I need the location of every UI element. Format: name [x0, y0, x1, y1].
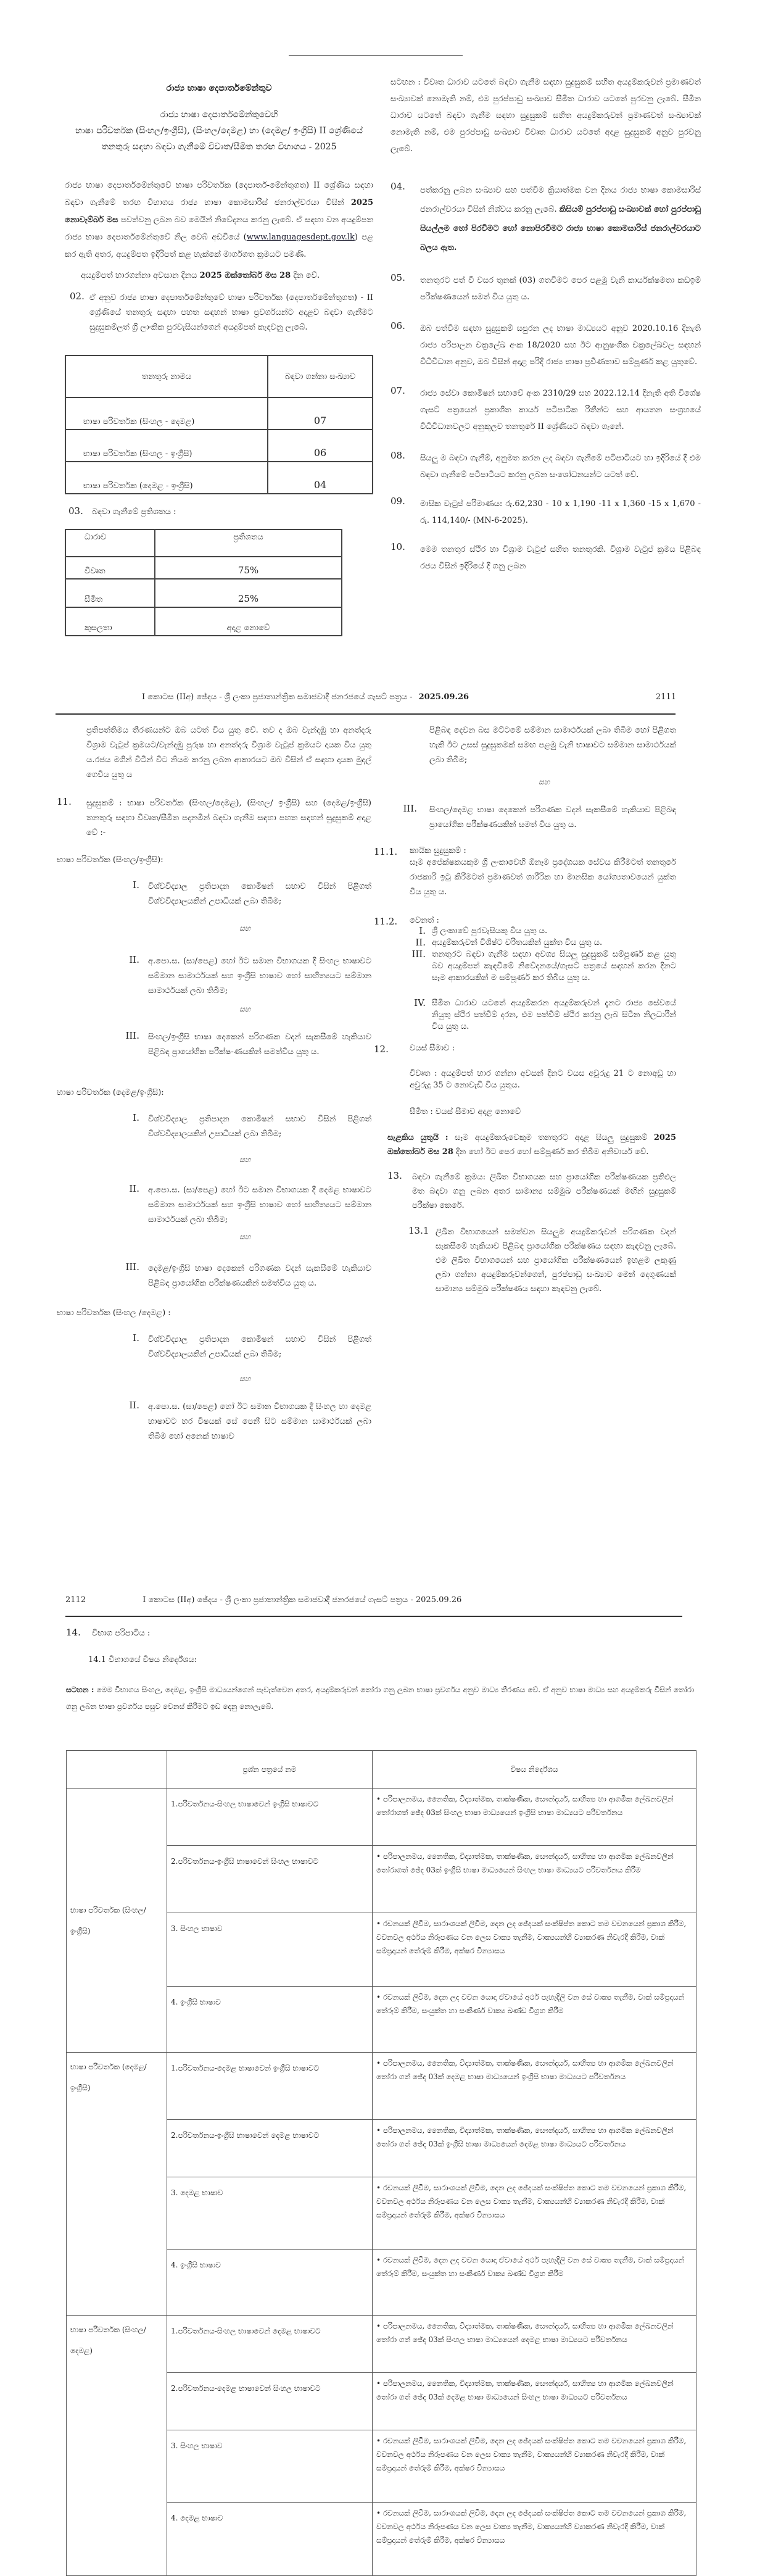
header-rule	[65, 1616, 682, 1617]
section-11-text: සුදුසුකම් : භාෂා පරිවර්තක (සිංහල/දෙමළ), (සිංහල/ ඉංග්‍රීසි) සහ (දෙමළ/ඉංග්‍රීසි) තනතුරු සඳහා විවෘත/සීමිත පදනමින් බඳවා ගැනීම සඳහා පහත සඳහන් සුදුසුකම් අදාළ වේ :-	[86, 799, 371, 837]
syllabus-text: • පරිපාලනමය, නෛතික, විද්‍යාත්මක, තාක්ෂණික, සෞන්දර්ය, සාහිත්‍ය හා ආගමික ලේඛනවලින් තෝරා ගත් ඡේද 03ක් ඉංග්‍රීසි භාෂා මාධ්‍යයෙන් දෙමළ භාෂා මාධ්‍යයට පරිවර්තනය	[373, 2120, 696, 2177]
section-number: 12.	[374, 1044, 389, 1055]
section-11-2	[374, 916, 676, 1032]
table-header-row	[65, 530, 342, 557]
notice-text-2: දින හෝ ඊට පෙර හෝ සම්පූර්ණ කර තිබීම අනිවාර්ය වේ.	[456, 1147, 649, 1157]
page-number: 2111	[655, 692, 676, 702]
item-number: III.	[125, 1030, 139, 1041]
page-header-2111	[142, 692, 676, 702]
section-02	[65, 291, 373, 335]
item-number: III.	[411, 949, 426, 960]
section-13-1	[408, 1225, 676, 1296]
post-name: භාෂා පරිවර්තක (දෙමළ - ඉංග්‍රීසි)	[65, 462, 268, 494]
section-number: 06.	[390, 320, 405, 331]
item-number: IV.	[414, 997, 426, 1008]
syllabus-text: • පරිපාලනමය, නෛතික, විද්‍යාත්මක, තාක්ෂණික, සෞන්දර්ය, සාහිත්‍ය හා ආගමික ලේඛනවලින් තෝරාගත් ඡේද 03ක් සිංහල භාෂා මාධ්‍යයෙන් ඉංග්‍රීසි භාෂා මාධ්‍යයට පරිවර්තනය	[373, 1789, 696, 1846]
syllabus-table	[66, 1750, 696, 2576]
qualification-group	[57, 1308, 371, 1444]
post-count: 04	[268, 462, 373, 494]
item-number: I.	[133, 1112, 139, 1123]
stream-name: විවෘත	[65, 557, 155, 579]
page2-right-column	[374, 723, 676, 1296]
table-row	[65, 557, 342, 579]
item-text: දෙමළ/ඉංග්‍රීසි භාෂා දෙකෙන් පරිගණක වදන් සැකසීමේ හැකියාව පිළිබඳ ප්‍රායෝගික පරීක්ෂණයකින් සමත්විය යුතු ය.	[148, 1264, 371, 1288]
title-line-1: රාජ්‍ය භාෂා දෙපාර්තමේන්තුවෙහි	[160, 110, 278, 120]
table-header-row	[67, 1751, 696, 1789]
section-number: 08.	[390, 450, 405, 461]
syllabus-body	[67, 1789, 696, 2576]
paper-name: 1.පරිවර්තනය-සිංහල භාෂාවෙන් දෙමළ භාෂාවට	[167, 2316, 373, 2373]
section-title: විභාග පරිපාටිය :	[92, 1629, 151, 1638]
paper-name: 4. දෙමළ භාෂාව	[167, 2503, 373, 2576]
category-cell: භාෂා පරිවර්තක (සිංහල/ ඉංග්‍රීසි)	[67, 1789, 167, 2053]
qualification-item	[118, 1332, 371, 1362]
section-07	[390, 385, 701, 435]
paper-name: 4. ඉංග්‍රීසි භාෂාව	[167, 2250, 373, 2316]
page-number: 2112	[65, 1595, 86, 1605]
syllabus-text: • රචනයක් ලිවීම, දෙන ලද වචන යොදා ඒවායේ අර්ථ පැහැදිලි වන සේ වාක්‍ය තැනීම, වාක් සම්ප්‍රදායන් තේරුම් කිරීම, සංයුක්ත හා සංකීර්ණ වාක්‍ය ඛණ්ඩ විග්‍රහ කිරීම	[373, 2250, 696, 2316]
qualification-item	[396, 803, 676, 833]
and-connector: සහ	[239, 1374, 251, 1383]
page-header-2112	[65, 1595, 682, 1605]
item-number: II.	[129, 954, 139, 965]
paper-name: 4. ඉංග්‍රීසි භාෂාව	[167, 1987, 373, 2053]
section-14-heading	[66, 1627, 701, 1638]
post-count: 07	[268, 397, 373, 430]
table-header: බඳවා ගන්නා සංඛ්‍යාව	[268, 355, 373, 397]
group-title: භාෂා පරිවර්තක (සිංහල/ඉංග්‍රීසි):	[57, 855, 163, 865]
percentage-table	[65, 529, 342, 636]
other-item	[405, 925, 676, 937]
item-number: II.	[129, 1183, 139, 1194]
syllabus-text: • රචනයක් ලිවීම, දෙන ලද වචන යොදා ඒවායේ අර්ථ පැහැදිලි වන සේ වාක්‍ය තැනීම, වාක් සම්ප්‍රදායන් තේරුම් කිරීම, සංයුක්ත හා සංකීර්ණ වාක්‍ය ඛණ්ඩ විග්‍රහ කිරීම	[373, 1987, 696, 2053]
age-limit-open: විවෘත : අයදුම්පත් භාර ගන්නා අවසන් දිනට වයස අවුරුදු 21 ට නොඅඩු හා අවුරුදු 35 ට නොවැඩි විය යුතුය.	[410, 1069, 676, 1090]
qualification-group	[57, 855, 371, 1060]
table-header	[67, 1751, 167, 1789]
page1-left-column	[65, 83, 373, 636]
note-label: සටහන :	[66, 1685, 94, 1694]
section-05	[390, 272, 701, 305]
section-08-text: සියලු ම බඳවා ගැනීම්, අනුමත කරන ලද බඳවා ගැනීමේ පටිපාටියට හා ඉදිරියේ දී එම බඳවා ගැනීමේ පටිපාටියට කරනු ලබන සංශෝධනයන්ට යටත් වේ.	[420, 454, 701, 480]
section-04-plain: පත්කරනු ලබන සංඛ්‍යාව සහ පත්වීම ක්‍රියාත්මක වන දිනය රාජ්‍ය භාෂා කොමසාරිස් ජනරාල්වරයා විසින් නිශ්චය කරනු ලැබේ.	[420, 186, 701, 214]
table-row	[65, 430, 373, 462]
section-number: 09.	[390, 496, 405, 507]
syllabus-note	[66, 1682, 694, 1715]
qualification-item	[118, 954, 371, 999]
syllabus-text: • පරිපාලනමය, නෛතික, විද්‍යාත්මක, තාක්ෂණික, සෞන්දර්ය, සාහිත්‍ය හා ආගමික ලේඛනවලින් තෝරා ගත් ඡේද 03ක් දෙමළ භාෂා මාධ්‍යයෙන් සිංහල භාෂා මාධ්‍යයට පරිවර්තනය	[373, 2373, 696, 2430]
section-11-1	[374, 846, 676, 900]
table-row	[67, 1789, 696, 1846]
item-text: සීමිත ධාරාව යටතේ අයදුම්කරන අයදුම්කරුවන් දැනට රාජ්‍ය සේවයේ නියුතු ස්ථිර පත්වීම් දරන, එම පත්වීම් ස්ථිර කරනු ලැබ සිටින නිලධාරීන් විය යුතු ය.	[432, 999, 676, 1031]
section-08	[390, 450, 701, 483]
note-text: මෙම විභාගය සිංහල, දෙමළ, ඉංග්‍රීසි මාධ්‍යයන්ගෙන් පැවැත්වෙන අතර, අයදුම්කරුවන් තෝරා ගනු ලබන භාෂා ප්‍රවර්ගය අනුව මාධ්‍ය තීරණය වේ. ඒ අනුව භාෂා මාධ්‍ය සහ අයදුම්කරු විසින් තෝරා ගනු ලබන භාෂා ප්‍රවර්ගය පසුව වෙනස් කිරීමට ඉඩ දෙනු නොලැබේ.	[66, 1685, 694, 1711]
section-number: 04.	[390, 181, 405, 192]
section-12	[374, 1044, 676, 1121]
post-count: 06	[268, 430, 373, 462]
qualification-item	[118, 879, 371, 909]
table-header: විෂය නිර්දේශය	[373, 1751, 696, 1789]
notice-text-1: සෑම අයදුම්කරුවෙකුම තනතුරට අදාළ සියලු සුදුසුකම්	[455, 1133, 648, 1142]
intro-exam-month: 2025 නොවැම්බර් මස	[65, 198, 374, 225]
intro-text-2: පවත්වනු ලබන බව මෙයින් නිවේදනය කරනු ලැබේ. ඒ සඳහා වන අයදුම්පත රාජ්‍ය භාෂා දෙපාර්තමේන්තුවේ නිල වෙබ් අඩවියේ (	[65, 215, 374, 242]
header-rule	[56, 713, 676, 715]
section-05-text: තනතුරට පත් වී වසර තුනක් (03) ගතවීමට පෙර පළමු වැනි කාර්යක්ෂමතා කඩඉම් පරීක්ෂණයෙන් සමත් විය යුතු ය.	[420, 276, 701, 302]
section-13-text: බඳවා ගැනීමේ ක්‍රමය: ලිඛිත විභාගයක සහ ප්‍රායෝගික පරීක්ෂණයක ප්‍රතිඵල මත බඳවා ගනු ලබන අතර සාමාන්‍ය සම්මුඛ පරීක්ෂණයක් මඟින් සුදුසුකම් පරීක්ෂා කෙරේ.	[412, 1173, 676, 1210]
notice-date: 2025 ඔක්තෝබර් මස 28	[387, 1133, 676, 1157]
section-11-1-text: සෑම අපේක්ෂකයකුම ශ්‍රී ලංකාවෙහි ඕනෑම ප්‍රදේශයක සේවය කිරීමටත් තනතුරේ රාජකාරි ඉටු කිරීමටත් ප්‍රමාණවත් ශාරීරික හා මානසික යෝග්‍යතාවයෙන් යුක්ත විය යුතු ය.	[410, 858, 676, 897]
section-10-text: මෙම තනතුර ස්ථිර හා විශ්‍රාම වැටුප් සහිත තනතුරකි. විශ්‍රාම වැටුප් ක්‍රමය පිළිබඳ රජය විසින් ඉදිරියේ දී ගනු ලබන	[420, 545, 701, 571]
table-row	[67, 2053, 696, 2120]
website-link[interactable]: www.languagesdept.gov.lk	[246, 233, 355, 242]
section-title: වෙනත් :	[410, 916, 439, 925]
item-number: III.	[125, 1261, 139, 1273]
syllabus-text: • පරිපාලනමය, නෛතික, විද්‍යාත්මක, තාක්ෂණික, සෞන්දර්ය, සාහිත්‍ය හා ආගමික ලේඛනවලින් තෝරාගත් ඡේද 03ක් ඉංග්‍රීසි භාෂා මාධ්‍යයෙන් සිංහල භාෂා මාධ්‍යයට පරිවර්තනය කිරීම	[373, 1846, 696, 1913]
closing-date-paragraph	[65, 267, 373, 285]
other-item	[405, 937, 676, 949]
table-row	[67, 2316, 696, 2373]
category-cell: භාෂා පරිවර්තක (දෙමළ/ ඉංග්‍රීසි)	[67, 2053, 167, 2316]
other-item	[405, 997, 676, 1032]
paper-name: 3. දෙමළ භාෂාව	[167, 2177, 373, 2250]
qualification-continued: පිළිබඳ දෙවන බස මට්ටමේ සම්මාන සාමාර්ථයක් ලබා තිබීම හෝ පිළිගත හැකි ඊට උසස් සුදුසුකමක් සමඟ පළමු වැනි භාෂාවට සම්මාන සාමාර්ථයක් ලබා තිබීම;	[429, 726, 676, 765]
item-number: III.	[403, 803, 417, 814]
table-header: ධාරාව	[65, 530, 155, 557]
stream-name: කුසලතා	[65, 607, 155, 636]
section-number: 13.	[387, 1170, 402, 1181]
and-connector: සහ	[239, 1232, 251, 1241]
table-row	[65, 607, 342, 636]
intro-paragraph	[65, 177, 373, 264]
section-number: 05.	[390, 272, 405, 283]
table-row	[65, 462, 373, 494]
item-text: අ.පො.ස. (සා/පෙළ) හෝ ඊට සමාන විභාගයක දී සිංහල හා දෙමළ භාෂාවට හර විෂයක් සේ පෙනී සිට සම්මාන සාමාර්ථයක් ලබා තිබීම හෝ අනෙක් භාෂාව	[148, 1402, 371, 1441]
section-03	[65, 505, 373, 517]
section-07-text: රාජ්‍ය සේවා කොමිෂන් සභාවේ අංක 2310/29 සහ 2022.12.14 දිනැති අති විශේෂ ගැසට් පත්‍රයෙන් ප්‍රකාශිත කාර්ය පටිපාටික රීතීන්ට සහ ආයතන සංග්‍රහයේ විධිවිධානවලට අනුකූලව තනතුරේ II ශ්‍රේණියට බඳවා ගැනේ.	[420, 389, 701, 431]
table-row	[65, 397, 373, 430]
paper-name: 2.පරිවර්තනය-ඉංග්‍රීසි භාෂාවෙන් දෙමළ භාෂාවට	[167, 2120, 373, 2177]
gazette-header-text: I කොටස (IIඅ) ඡේදය - ශ්‍රී ලංකා ප්‍රජාතාන්ත්‍රික සමාජවාදී ජනරජයේ ගැසට් පත්‍රය -	[142, 692, 413, 702]
section-number: 11.	[57, 796, 72, 807]
item-text: විශ්වවිද්‍යාල ප්‍රතිපාදන කොමිෂන් සභාව විසින් පිළිගත් විශ්වවිද්‍යාලයකින් උපාධියක් ලබා තිබීම;	[148, 882, 371, 906]
syllabus-text: • රචනයක් ලිවීම, සාරාංශයක් ලිවීම, දෙන ලද ඡේදයක් සංක්ෂිප්ත කොට තම වචනයෙන් ප්‍රකාශ කිරීම, වචනවල අර්ථය නිරූපණය වන ලෙස වාක්‍ය තැනීම, වාක්‍යයන්හි ව්‍යාකරණ නිවැරදි කිරීම, වාක් සම්ප්‍රදායන් තේරුම් කිරීම, අක්ෂර වින්‍යාසය	[373, 2177, 696, 2250]
paper-name: 3. සිංහල භාෂාව	[167, 2430, 373, 2503]
section-04	[390, 181, 701, 257]
item-text: තනතුරට බඳවා ගැනීම සඳහා අවශ්‍ය සියලු සුදුසුකම් සම්පූර්ණ කළ යුතු බව අයදුම්පත් කැඳවීමේ නිවේදනයේ/ගැසට් පත්‍රයේ සඳහන් කරන දිනට සෑම ආකාරයකින් ම සම්පූර්ණ කර තිබිය යුතු ය.	[432, 950, 676, 983]
section-13-1-text: ලිඛිත විභාගයෙන් සමත්වන සියලුම අයදුම්කරුවන් පරිගණක වදන් සැකසීමේ හැකියාව පිළිබඳ ප්‍රායෝගික පරීක්ෂණය සඳහා කැඳවනු ලැබේ. එම ලිඛිත විභාගයෙන් සහ ප්‍රායෝගික පරීක්ෂණයෙන් ඉහළම ලකුණු ලබා ගන්නා අයදුම්කරුවන්ගෙන්, පුරප්පාඩු සංඛ්‍යාව මෙන් දෙගුණයක් සාමාන්‍ය සම්මුඛ පරීක්ෂණය සඳහා කැඳවනු ලැබේ.	[436, 1228, 676, 1294]
section-number: 07.	[390, 385, 405, 396]
stream-percentage: 75%	[155, 557, 342, 579]
and-connector: සහ	[239, 1155, 251, 1164]
section-10	[390, 541, 701, 575]
category-cell: භාෂා පරිවර්තක (සිංහල/දෙමළ)	[67, 2316, 167, 2576]
post-name: භාෂා පරිවර්තක (සිංහල - ඉංග්‍රීසි)	[65, 430, 268, 462]
syllabus-text: • රචනයක් ලිවීම, සාරාංශයක් ලිවීම, දෙන ලද ඡේදයක් සංක්ෂිප්ත කොට තම වචනයෙන් ප්‍රකාශ කිරීම, වචනවල අර්ථය නිරූපණය වන ලෙස වාක්‍ය තැනීම, වාක්‍යයන්හි ව්‍යාකරණ නිවැරදි කිරීම, වාක් සම්ප්‍රදායන් තේරුම් කිරීම, අක්ෂර වින්‍යාසය	[373, 2503, 696, 2576]
section-number: 13.1	[408, 1225, 429, 1236]
and-connector: සහ	[538, 778, 550, 786]
group-title: භාෂා පරිවර්තක (සිංහල /දෙමළ) :	[57, 1308, 171, 1318]
paper-name: 2.පරිවර්තනය-ඉංග්‍රීසි භාෂාවෙන් සිංහල භාෂාවට	[167, 1846, 373, 1913]
paper-name: 1.පරිවර්තනය-දෙමළ භාෂාවෙන් ඉංග්‍රීසි භාෂාවට	[167, 2053, 373, 2120]
item-number: I.	[133, 1332, 139, 1344]
qualification-item	[118, 1183, 371, 1228]
syllabus-text: • රචනයක් ලිවීම, සාරාංශයක් ලිවීම, දෙන ලද ඡේදයක් සංක්ෂිප්ත කොට තම වචනයෙන් ප්‍රකාශ කිරීම, වචනවල අර්ථය නිරූපණය වන ලෙස වාක්‍ය තැනීම, වාක්‍යයන්හි ව්‍යාකරණ නිවැරදි කිරීම, වාක් සම්ප්‍රදායන් තේරුම් කිරීම, අක්ෂර වින්‍යාසය	[373, 2430, 696, 2503]
section-04-bold: කිසියම් පුරප්පාඩු සංඛ්‍යාවක් හෝ පුරප්පාඩු සියල්ලම හෝ පිරවීමට හෝ නොපිරවීමට රාජ්‍ය භාෂා කොමසාරිස් ජනරාල්වරයාට බලය ඇත.	[420, 205, 701, 252]
item-text: අයදුම්කරුවන් විශිෂ්ට චරිතයකින් යුක්ත විය යුතු ය.	[432, 938, 603, 947]
closing-date: 2025 ඔක්තෝබර් මස 28	[199, 271, 291, 280]
section-number: 11.1.	[374, 846, 398, 857]
age-limit-limited: සීමිත : වයස් සීමාව අදාළ නොවේ	[410, 1107, 521, 1116]
stream-name: සීමිත	[65, 579, 155, 607]
table-header-row	[65, 355, 373, 397]
page1-right-column	[390, 74, 701, 575]
section-13	[387, 1170, 676, 1213]
qualification-item	[118, 1030, 371, 1060]
closing-text-2: දින වේ.	[293, 271, 320, 280]
section-number: 11.2.	[374, 916, 398, 927]
table-header: තනතුරු නාමය	[65, 355, 268, 397]
notice-title: භාෂා පරිවර්තක (සිංහල/ඉංග්‍රීසි), (සිංහල/දෙමළ) හා (දෙමළ/ ඉංග්‍රීසි) II ශ්‍රේණියේ තනතුරු සඳහා බඳවා ගැනීමේ විවෘත/සීමිත තරඟ විභාගය - 2025	[75, 126, 363, 152]
item-text: සිංහල/ඉංග්‍රීසි භාෂා දෙකෙන් පරිගණක වදන් සැකසීමේ හැකියාව පිළිබඳ ප්‍රායෝගික පරීක්ෂ-ණයකින් සමත්විය යුතු ය.	[148, 1032, 371, 1057]
subsection-14-1: 14.1 විභාගයේ විෂය නිර්දේශය:	[88, 1655, 197, 1664]
note-paragraph: සටහන : විවෘත ධාරාව යටතේ බඳවා ගැනීම සඳහා සුදුසුකම් සහිත අයදුම්කරුවන් ප්‍රමාණවත් සංඛ්‍යාවක් නොමැති නම්, එම පුරප්පාඩු සංඛ්‍යාව සීමිත ධාරාව යටතේ පුරවනු ලැබේ. සීමිත ධාරාව යටතේ බඳවා ගැනීම සඳහා සුදුසුකම් සහිත අයදුම්කරුවන් ප්‍රමාණවත් සංඛ්‍යාවක් නොමැති නම්, එම පුරප්පාඩු සංඛ්‍යාව විවෘත ධාරාව යටතේ අදාළ සුදුසුකම් අනුව පුරවනු ලැබේ.	[390, 78, 701, 154]
department-heading: රාජ්‍ය භාෂා දෙපාර්තමේන්තුව	[166, 83, 272, 93]
post-name: භාෂා පරිවර්තක (සිංහල - දෙමළ)	[65, 397, 268, 430]
section-09-text: මාසික වැටුප් පරිමාණය: රු.62,230 - 10 x 1,190 -11 x 1,360 -15 x 1,670 - රු. 114,140/- (MN-6-2025).	[420, 499, 701, 525]
item-number: I.	[419, 925, 426, 936]
gazette-date: 2025.09.26	[418, 692, 469, 702]
closing-text-1: අයදුම්පත් භාරගන්නා අවසාන දිනය	[81, 271, 197, 280]
table-row	[65, 579, 342, 607]
intro-text-3: ) පළ කර ඇති අතර, අයදුම්පත ඉදිරිපත් කළ හැක්කේ මාර්ගගත ක්‍රමයට පමණි.	[65, 233, 373, 259]
section-09	[390, 496, 701, 529]
qualification-item	[118, 1261, 371, 1291]
qualification-item	[118, 1400, 371, 1444]
item-text: විශ්වවිද්‍යාල ප්‍රතිපාදන කොමිෂන් සභාව විසින් පිළිගත් විශ්වවිද්‍යාලයකින් උපාධියක් ලබා තිබීම;	[148, 1115, 371, 1139]
notice-label: සැළකිය යුතුයි :	[387, 1133, 448, 1142]
and-connector: සහ	[239, 1005, 251, 1013]
section-14	[66, 1627, 701, 1715]
section-number: 10.	[390, 541, 405, 552]
important-notice	[387, 1131, 676, 1159]
section-02-text: ඒ අනුව රාජ්‍ය භාෂා දෙපාර්තමේන්තුවේ භාෂා පරිවර්තක (දෙපාර්තමේන්තුගත) - II ශ්‍රේණියේ තනතුරු සඳහා පහත සඳහන් භාෂා ප්‍රවර්ගයන්ට අදාළව බඳවා ගැනීමට සුදුසුකම්ලත් ශ්‍රී ලාංකික පුරවැසියන්ගෙන් අයදුම්පත් කැඳවනු ලැබේ.	[89, 293, 373, 332]
section-number: 03.	[68, 505, 83, 517]
stream-percentage: අදාළ නොවේ	[155, 607, 342, 636]
section-title: වයස් සීමාව :	[410, 1044, 455, 1053]
item-text: විශ්වවිද්‍යාල ප්‍රතිපාදන කොමිෂන් සභාව විසින් පිළිගත් විශ්වවිද්‍යාලයකින් උපාධියක් ලබා තිබීම;	[148, 1335, 371, 1359]
paper-name: 2.පරිවර්තනය-දෙමළ භාෂාවෙන් සිංහල භාෂාවට	[167, 2373, 373, 2430]
syllabus-text: • පරිපාලනමය, නෛතික, විද්‍යාත්මක, තාක්ෂණික, සෞන්දර්ය, සාහිත්‍ය හා ආගමික ලේඛනවලින් තෝරා ගත් ඡේද 03ක් දෙමළ භාෂා මාධ්‍යයෙන් ඉංග්‍රීසි භාෂා මාධ්‍යයට පරිවර්තනය	[373, 2053, 696, 2120]
table-header: ප්‍රතිශතය	[155, 530, 342, 557]
section-11	[57, 796, 371, 841]
and-connector: සහ	[239, 924, 251, 933]
paper-name: 3. සිංහල භාෂාව	[167, 1913, 373, 1987]
top-rule	[289, 55, 463, 56]
other-item	[405, 949, 676, 984]
item-number: II.	[415, 937, 426, 948]
qualification-item	[118, 1112, 371, 1142]
group-title: භාෂා පරිවර්තක (දෙමළ/ඉංග්‍රීසි):	[57, 1088, 164, 1097]
gazette-header-text: I කොටස (IIඅ) ඡේදය - ශ්‍රී ලංකා ප්‍රජාතාන්ත්‍රික සමාජවාදී ජනරජයේ ගැසට් පත්‍රය - 2025.09.26	[143, 1595, 462, 1605]
item-number: I.	[133, 879, 139, 891]
stream-percentage: 25%	[155, 579, 342, 607]
item-text: අ.පො.ස. (සා/පෙළ) හෝ ඊට සමාන විභාගයක දී දෙමළ භාෂාවට සම්මාන සාමාර්ථයක් සහ ඉංග්‍රීසි භාෂාව හෝ සාහිත්‍යයට සම්මාන සාමාර්ථයක් ලබා තිබීම;	[148, 1186, 371, 1224]
section-10-continued: ප්‍රතිපත්තිමය තීරණයන්ට ඔබ යටත් විය යුතු වේ. තව ද ඔබ වැන්දඹු හා අනත්දරු විශ්‍රාම වැටුප් ක්‍රමයට/වැන්දඹු පුරුෂ හා අනත්දරු විශ්‍රාම වැටුප් ක්‍රමයට දායක විය යුතු ය.රජය මගින් විටින් විට නියම කරනු ලබන ආකාරයට ඔබ විසින් ඒ සඳහා දායක මුදල් ගෙවිය යුතු ය	[86, 726, 371, 779]
intro-text-1: රාජ්‍ය භාෂා දෙපාර්තමේන්තුවේ භාෂා පරිවර්තක (දෙපාර්ත-මේන්තුගත) II ශ්‍රේණිය සඳහා බඳවා ගැනීමේ තරඟ විභාගය රාජ්‍ය භාෂා කොමසාරිස් ජනරාල්වරයා විසින්	[65, 181, 373, 207]
item-number: II.	[129, 1400, 139, 1411]
qualification-group	[57, 1088, 371, 1291]
paper-name: 1.පරිවර්තනය-සිංහල භාෂාවෙන් ඉංග්‍රීසි භාෂාවට	[167, 1789, 373, 1846]
syllabus-text: • රචනයක් ලිවීම, සාරාංශයක් ලිවීම, දෙන ලද ඡේදයක් සංක්ෂිප්ත කොට තම වචනයෙන් ප්‍රකාශ කිරීම, වචනවල අර්ථය නිරූපණය වන ලෙස වාක්‍ය තැනීම, වාක්‍යයන්හි ව්‍යාකරණ නිවැරදි කිරීම, වාක් සම්ප්‍රදායන් තේරුම් කිරීම, අක්ෂර වින්‍යාසය	[373, 1913, 696, 1987]
section-03-text: බඳවා ගැනීමේ ප්‍රතිශතය :	[92, 507, 176, 517]
section-06	[390, 320, 701, 370]
section-number: 14.	[66, 1627, 81, 1638]
section-06-text: ඔබ පත්වීම සඳහා සුදුසුකම් සපුරන ලද භාෂා මාධ්‍යයට අනුව 2020.10.16 දිනැති රාජ්‍ය පරිපාලන චක්‍රලේඛ අංක 18/2020 සහ ඊට ආනුෂංගික චක්‍රලේඛවල සඳහන් විධිවිධාන අනුව, ඔබ විසින් අදාළ පරිදි රාජ්‍ය භාෂා ප්‍රවීණතාව සම්පූර්ණ කළ යුතුවේ.	[420, 324, 701, 367]
item-text: අ.පො.ස. (සා/පෙළ) හෝ ඊට සමාන විභාගයක දී සිංහල භාෂාවට සම්මාන සාමාර්ථයක් සහ ඉංග්‍රීසි භාෂාව හෝ සාහිත්‍යයට සම්මාන සාමාර්ථයක් ලබා තිබීම;	[148, 957, 371, 995]
posts-table	[65, 355, 373, 494]
item-text: සිංහල/දෙමළ භාෂා දෙකෙන් පරිගණක වදන් සැකසීමේ හැකියාව පිළිබඳ ප්‍රායෝගික පරීක්ෂණයකින් සමත් විය යුතු ය.	[429, 805, 676, 829]
section-04-text	[420, 181, 701, 257]
page2-left-column	[57, 723, 371, 1444]
table-header: ප්‍රශ්න පත්‍රයේ නම	[167, 1751, 373, 1789]
syllabus-text: • පරිපාලනමය, නෛතික, විද්‍යාත්මක, තාක්ෂණික, සෞන්දර්ය, සාහිත්‍ය හා ආගමික ලේඛනවලින් තෝරා ගත් ඡේද 03ක් සිංහල භාෂා මාධ්‍යයෙන් දෙමළ භාෂා මාධ්‍යයට පරිවර්තනය	[373, 2316, 696, 2373]
item-text: ශ්‍රී ලංකාවේ පුරවැසියකු විය යුතු ය.	[432, 926, 548, 936]
section-title: කායික සුදුසුකම් :	[410, 846, 466, 855]
section-number: 02.	[70, 291, 85, 302]
